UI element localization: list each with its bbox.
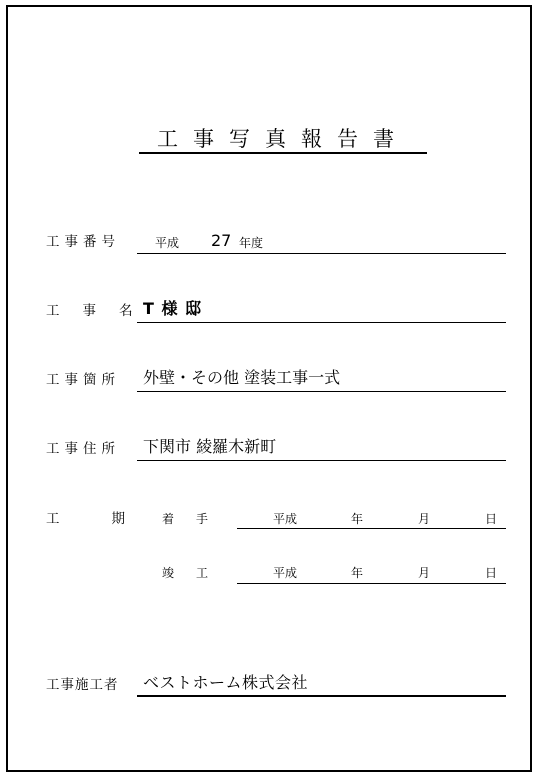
contractor-label: 工事施工者: [46, 677, 119, 693]
construction-number-era: 平成: [155, 236, 180, 250]
construction-number-label: 工事番号: [46, 234, 120, 250]
construction-location-label: 工事箇所: [46, 372, 120, 388]
construction-location-value: 外壁・その他 塗装工事一式: [143, 368, 341, 387]
construction-name-label: 工事名: [46, 303, 156, 319]
contractor-value: ベストホーム株式会社: [143, 673, 309, 692]
period-start-month: 月: [418, 512, 431, 526]
construction-name-underline: [137, 322, 506, 323]
construction-number-suffix: 年度: [239, 236, 264, 250]
title-underline: [139, 152, 427, 154]
period-end-underline: [237, 583, 506, 584]
period-start-label: 着手: [162, 512, 231, 526]
period-end-day: 日: [485, 566, 498, 580]
period-end-month: 月: [418, 566, 431, 580]
construction-period-label: 工期: [46, 511, 177, 527]
document-title: 工事写真報告書: [157, 127, 409, 151]
construction-address-underline: [137, 460, 506, 461]
construction-number-year: 27: [211, 231, 232, 250]
construction-address-value: 下関市 綾羅木新町: [143, 437, 277, 456]
period-start-underline: [237, 528, 506, 529]
document-border: [6, 5, 532, 772]
period-start-year: 年: [351, 512, 364, 526]
construction-name-value: T 様 邸: [143, 299, 203, 318]
period-start-era: 平成: [273, 512, 298, 526]
period-end-year: 年: [351, 566, 364, 580]
period-start-day: 日: [485, 512, 498, 526]
construction-address-label: 工事住所: [46, 441, 120, 457]
period-end-label: 竣工: [162, 566, 231, 580]
period-end-era: 平成: [273, 566, 298, 580]
construction-number-underline: [137, 253, 506, 254]
construction-location-underline: [137, 391, 506, 392]
contractor-underline: [137, 695, 506, 697]
